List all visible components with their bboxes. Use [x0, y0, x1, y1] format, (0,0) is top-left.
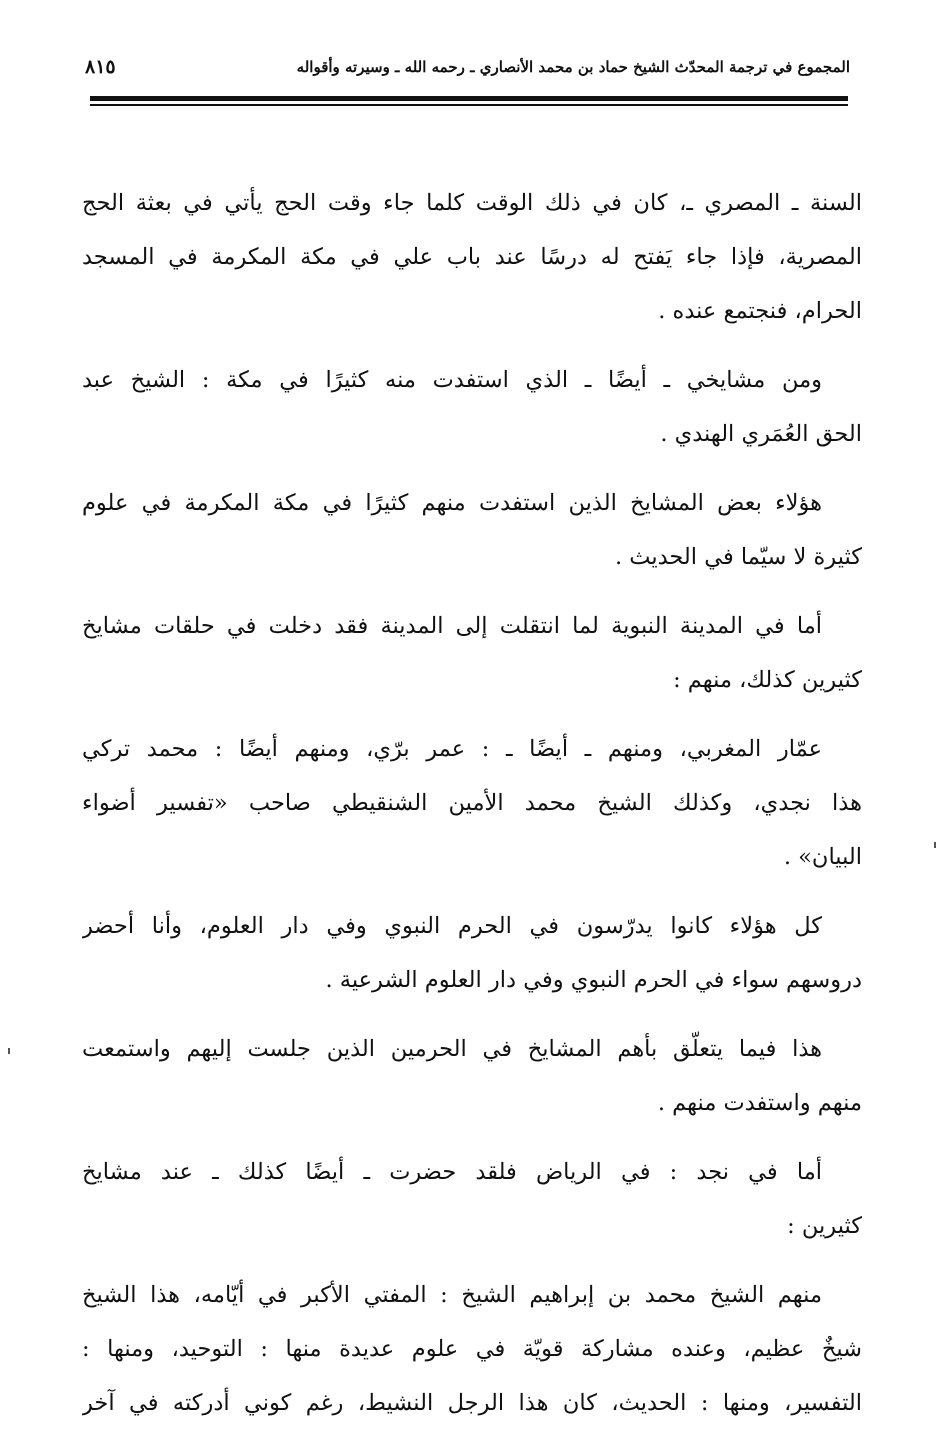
header-rule-thin [90, 104, 848, 106]
text-line: أما في المدينة النبوية لما انتقلت إلى المدينة فقد دخلت في حلقات مشايخ [82, 613, 822, 639]
paragraph [82, 899, 862, 1007]
text-line: الحرام، فنجتمع عنده . [658, 298, 862, 324]
book-title: المجموع في ترجمة المحدّث الشيخ حماد بن محمد الأنصاري ـ رحمه الله ـ وسيرته وأقواله [296, 58, 850, 76]
paragraph [82, 176, 862, 338]
running-header [85, 50, 850, 84]
paragraph [82, 599, 862, 707]
text-line: الحق العُمَري الهندي . [660, 421, 862, 447]
text-line: هؤلاء بعض المشايخ الذين استفدت منهم كثيرًا في مكة المكرمة في علوم [82, 490, 822, 516]
paragraph [82, 1145, 862, 1253]
scan-speck [934, 842, 936, 848]
text-line: منهم الشيخ محمد بن إبراهيم الشيخ : المفتي الأكبر في أيّامه، هذا الشيخ [82, 1282, 822, 1308]
paragraph [82, 1268, 862, 1430]
text-line: المصرية، فإذا جاء يَفتح له درسًا عند باب علي في مكة المكرمة في المسجد [82, 244, 862, 270]
text-line: التفسير، ومنها : الحديث، كان هذا الرجل النشيط، رغم كوني أدركته في آخر [82, 1390, 862, 1416]
text-line: كثيرين كذلك، منهم : [673, 667, 862, 693]
text-line: منهم واستفدت منهم . [657, 1090, 862, 1116]
paragraph [82, 476, 862, 584]
text-line: هذا فيما يتعلّق بأهم المشايخ في الحرمين الذين جلست إليهم واستمعت [82, 1036, 822, 1062]
body-text [82, 176, 862, 1445]
text-line: شيخٌ عظيم، وعنده مشاركة قويّة في علوم عديدة منها : التوحيد، ومنها : [82, 1336, 862, 1362]
text-line: كثيرة لا سيّما في الحديث . [614, 544, 862, 570]
paragraph [82, 353, 862, 461]
text-line: هذا نجدي، وكذلك الشيخ محمد الأمين الشنقيطي صاحب «تفسير أضواء [82, 790, 862, 816]
text-line: عمّار المغربي، ومنهم ـ أيضًا ـ : عمر برّي، ومنهم أيضًا : محمد تركي [82, 736, 822, 762]
paragraph [82, 722, 862, 884]
paragraph [82, 1022, 862, 1130]
text-line: البيان» . [783, 844, 862, 870]
header-rule-thick [90, 96, 848, 101]
page-number: ٨١٥ [85, 56, 116, 78]
text-line: ومن مشايخي ـ أيضًا ـ الذي استفدت منه كثيرًا في مكة : الشيخ عبد [82, 367, 822, 393]
scan-speck [8, 1048, 10, 1054]
text-line: كل هؤلاء كانوا يدرّسون في الحرم النبوي وفي دار العلوم، وأنا أحضر [82, 913, 822, 939]
text-line: كثيرين : [787, 1213, 862, 1239]
text-line: السنة ـ المصري ـ، كان في ذلك الوقت كلما جاء وقت الحج يأتي في بعثة الحج [82, 190, 862, 216]
text-line: دروسهم سواء في الحرم النبوي وفي دار العلوم الشرعية . [325, 967, 862, 993]
text-line: أما في نجد : في الرياض فلقد حضرت ـ أيضًا كذلك ـ عند مشايخ [82, 1159, 822, 1185]
